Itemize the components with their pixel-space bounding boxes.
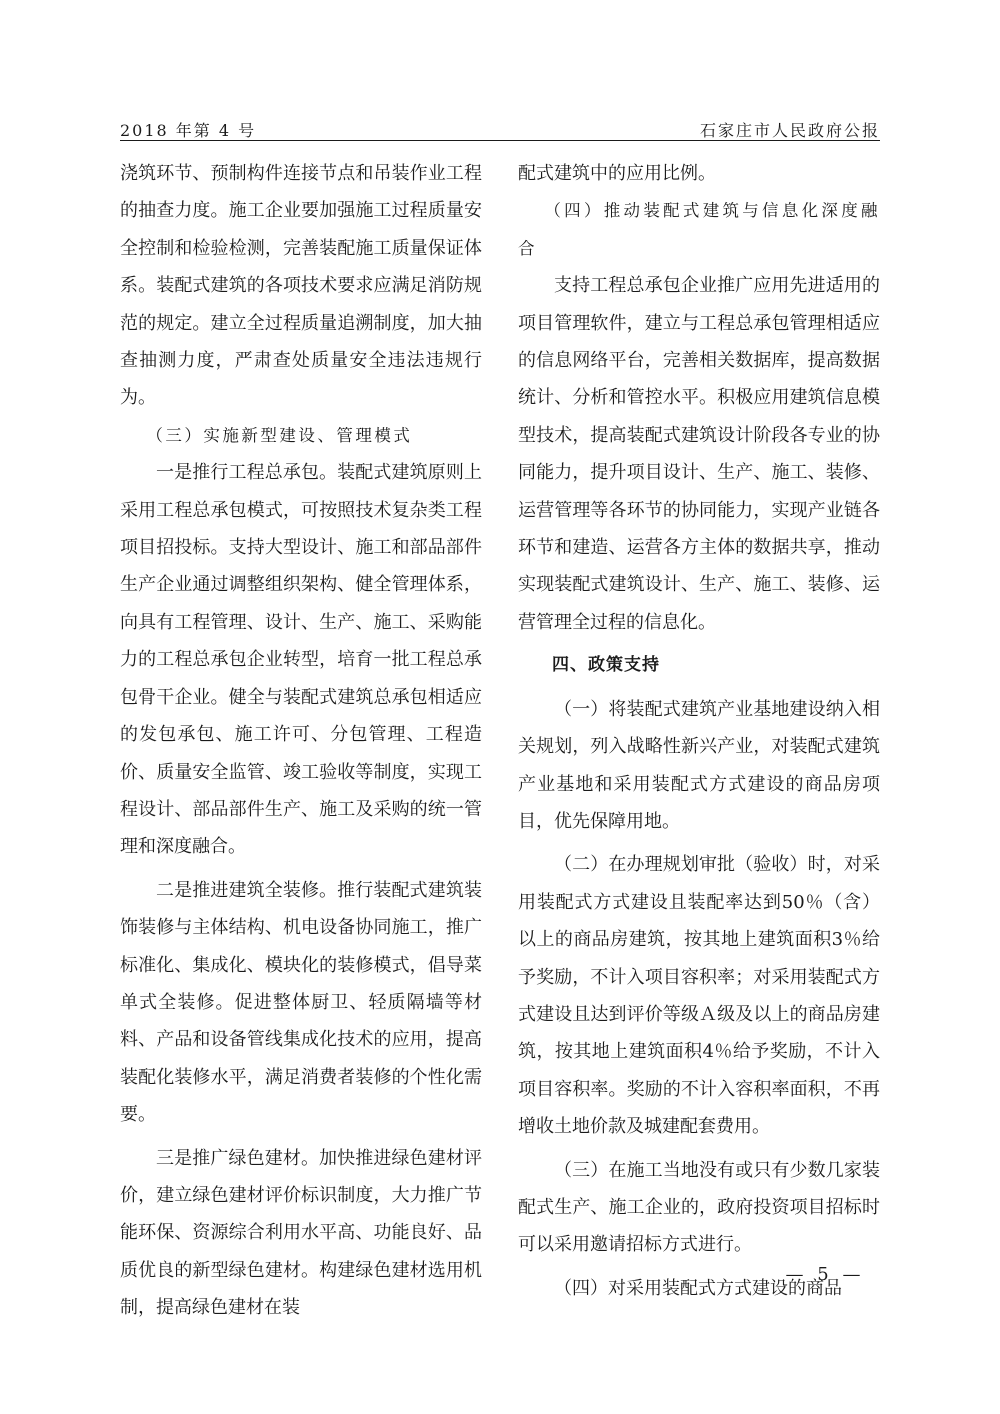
paragraph-full-decoration: 二是推进建筑全装修。推行装配式建筑装饰装修与主体结构、机电设备协同施工，推广标准化、集成化、模块化的装修模式，倡导菜单式全装修。促进整体厨卫、轻质隔墙等材料、产品和设备管线集成化技术的应用，提高装配化装修水平，满足消费者装修的个性化需要。 [120, 879, 482, 1126]
left-text-column [120, 155, 482, 1327]
paragraph-continuation-right: 配式建筑中的应用比例。 [518, 163, 716, 184]
header-divider [120, 140, 880, 141]
paragraph-policy-3: （三）在施工当地没有或只有少数几家装配式生产、施工企业的，政府投资项目招标时可以采用邀请招标方式进行。 [518, 1159, 880, 1256]
paragraph-green-materials: 三是推广绿色建材。加快推进绿色建材评价，建立绿色建材评价标识制度，大力推广节能环保、资源综合利用水平高、功能良好、品质优良的新型绿色建材。构建绿色建材选用机制，提高绿色建材在装 [120, 1147, 482, 1319]
issue-label: 2018 年第 4 号 [120, 120, 257, 140]
paragraph-policy-1: （一）将装配式建筑产业基地建设纳入相关规划，列入战略性新兴产业，对装配式建筑产业基地和采用装配式方式建设的商品房项目，优先保障用地。 [518, 698, 880, 832]
paragraph-general-contracting: 一是推行工程总承包。装配式建筑原则上采用工程总承包模式，可按照技术复杂类工程项目招投标。支持大型设计、施工和部品部件生产企业通过调整组织架构、健全管理体系，向具有工程管理、设计、生产、施工、采购能力的工程总承包企业转型，培育一批工程总承包骨干企业。健全与装配式建筑总承包相适应的发包承包、施工许可、分包管理、工程造价、质量安全监管、竣工验收等制度，实现工程设计、部品部件生产、施工及采购的统一管理和深度融合。 [120, 462, 482, 858]
right-text-column [518, 155, 880, 1307]
subheading-new-construction-mode: （三）实施新型建设、管理模式 [146, 425, 413, 445]
section-heading-policy-support: 四、政策支持 [552, 655, 660, 676]
page-number: — 5 — [785, 1264, 865, 1285]
publication-title: 石家庄市人民政府公报 [699, 120, 880, 140]
subheading-informatization: （四）推动装配式建筑与信息化深度融合 [518, 201, 880, 258]
paragraph-policy-2: （二）在办理规划审批（验收）时，对采用装配式方式建设且装配率达到50％（含）以上的商品房建筑，按其地上建筑面积3％给予奖励，不计入项目容积率；对采用装配式方式建设且达到评价等级Ａ级及以上的商品房建筑，按其地上建筑面积4％给予奖励，不计入项目容积率。奖励的不计入容积率面积，不再增收土地价款及城建配套费用。 [518, 854, 880, 1138]
paragraph-informatization: 支持工程总承包企业推广应用先进适用的项目管理软件，建立与工程总承包管理相适应的信息网络平台，完善相关数据库，提高数据统计、分析和管控水平。积极应用建筑信息模型技术，提高装配式建筑设计阶段各专业的协同能力，提升项目设计、生产、施工、装修、运营管理等各环节的协同能力，实现产业链各环节和建造、运营各方主体的数据共享，推动实现装配式建筑设计、生产、施工、装修、运营管理全过程的信息化。 [518, 275, 880, 633]
paragraph-policy-4: （四）对采用装配式方式建设的商品 [554, 1277, 842, 1299]
page-header [120, 116, 880, 142]
paragraph-continuation: 浇筑环节、预制构件连接节点和吊装作业工程的抽查力度。施工企业要加强施工过程质量安全控制和检验检测，完善装配施工质量保证体系。装配式建筑的各项技术要求应满足消防规范的规定。建立全过程质量追溯制度，加大抽查抽测力度，严肃查处质量安全违法违规行为。 [120, 163, 482, 409]
